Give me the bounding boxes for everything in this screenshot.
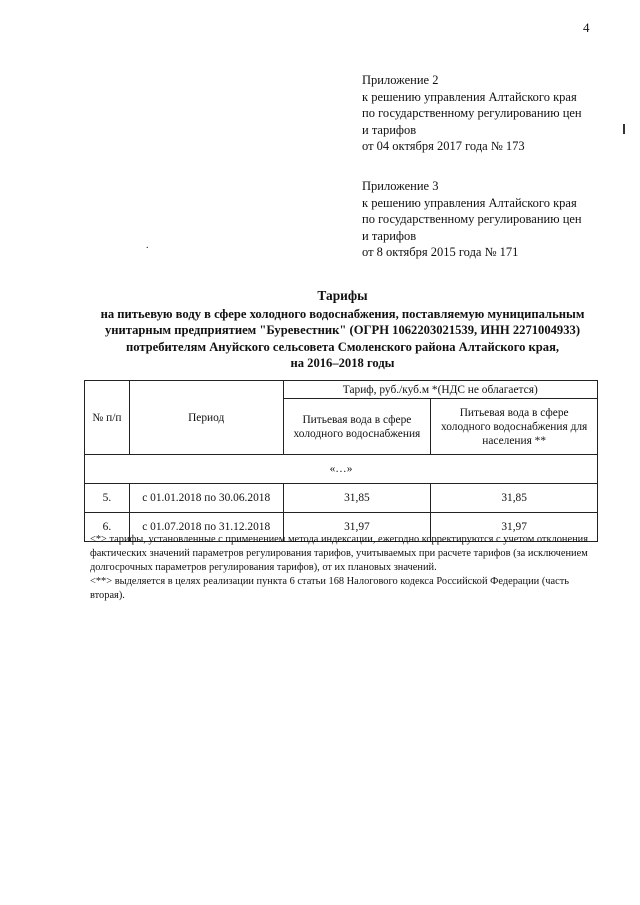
appendix-2-line: от 04 октября 2017 года № 173 bbox=[362, 139, 525, 154]
footnote-1: <*> тарифы, установленные с применением метода индексации, ежегодно корректируются с учетом отклонения фактических значений параметров регулирования тарифов, учитываемых при расчете тарифов (за исключением долгосрочных параметров регулирования тарифов), от их плановых значений. bbox=[90, 534, 588, 573]
appendix-3-line: и тарифов bbox=[362, 228, 417, 243]
title-line: на 2016–2018 годы bbox=[290, 356, 395, 370]
appendix-3-line: к решению управления Алтайского края bbox=[362, 195, 577, 210]
document-title bbox=[80, 288, 605, 372]
row-tariff-general: 31,97 bbox=[283, 513, 431, 542]
ellipsis-cell: «…» bbox=[85, 455, 598, 484]
header-tariff-general: Питьевая вода в сфере холодного водоснабжения bbox=[283, 399, 431, 455]
title-line: унитарным предприятием "Буревестник" (ОГРН 1062203021539, ИНН 2271004933) bbox=[104, 323, 581, 337]
header-num: № п/п bbox=[85, 381, 130, 455]
appendix-2-line: к решению управления Алтайского края bbox=[362, 89, 577, 104]
page-number: 4 bbox=[583, 20, 590, 35]
title-line: на питьевую воду в сфере холодного водоснабжения, поставляемую муниципальным bbox=[100, 306, 585, 321]
header-tariff-population: Питьевая вода в сфере холодного водоснабжения для населения ** bbox=[431, 399, 598, 455]
table-header-row bbox=[85, 381, 598, 399]
row-period: с 01.07.2018 по 31.12.2018 bbox=[129, 513, 283, 542]
appendix-3-line: по государственному регулированию цен bbox=[362, 212, 582, 227]
table-row bbox=[85, 484, 598, 513]
title-line: потребителям Ануйского сельсовета Смоленского района Алтайского края, bbox=[125, 339, 560, 354]
footnotes bbox=[90, 533, 596, 603]
scan-edge-mark bbox=[623, 124, 625, 134]
table-row-ellipsis bbox=[85, 455, 598, 484]
header-tariff-group: Тариф, руб./куб.м *(НДС не облагается) bbox=[283, 381, 597, 399]
row-tariff-population: 31,85 bbox=[431, 484, 598, 513]
appendix-2-line: и тарифов bbox=[362, 122, 417, 137]
row-num: 6. bbox=[85, 513, 130, 542]
row-period: с 01.01.2018 по 30.06.2018 bbox=[129, 484, 283, 513]
appendix-3-line: Приложение 3 bbox=[362, 179, 439, 193]
stray-dot: . bbox=[146, 240, 149, 251]
appendix-3-header bbox=[362, 178, 582, 261]
appendix-3-line: от 8 октября 2015 года № 171 bbox=[362, 245, 519, 260]
row-tariff-population: 31,97 bbox=[431, 513, 598, 542]
row-num: 5. bbox=[85, 484, 130, 513]
appendix-2-line: Приложение 2 bbox=[362, 73, 439, 87]
footnote-2: <**> выделяется в целях реализации пункта 6 статьи 168 Налогового кодекса Российской Федерации (часть вторая). bbox=[90, 576, 570, 601]
tariff-table bbox=[84, 380, 598, 542]
appendix-2-header bbox=[362, 72, 582, 155]
title-heading: Тарифы bbox=[317, 288, 368, 303]
header-period: Период bbox=[129, 381, 283, 455]
row-tariff-general: 31,85 bbox=[283, 484, 431, 513]
appendix-2-line: по государственному регулированию цен bbox=[362, 106, 582, 121]
